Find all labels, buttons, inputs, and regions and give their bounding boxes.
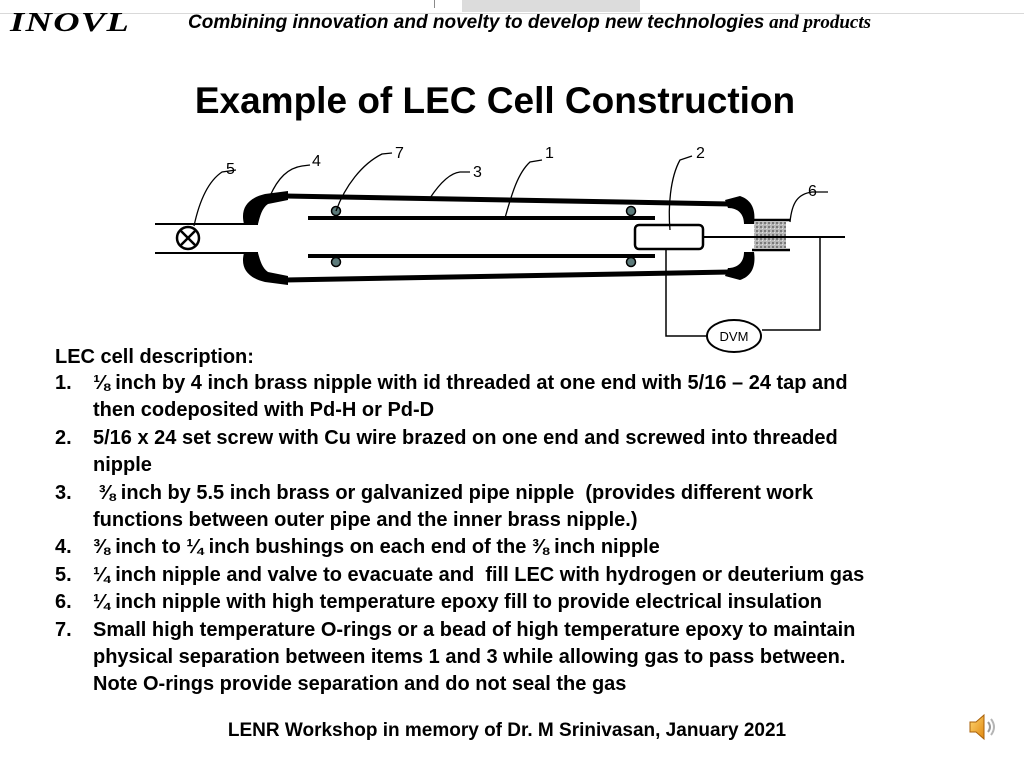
- valve-icon: [177, 227, 199, 249]
- item-line: then codeposited with Pd-H or Pd-D: [93, 399, 435, 422]
- description-item-1: [55, 370, 985, 425]
- callout-3: 3: [473, 164, 482, 181]
- item-line: Small high temperature O-rings or a bead of high temperature epoxy to maintain: [93, 618, 856, 641]
- tagline-main: Combining innovation and novelty to develop new technologies: [188, 12, 765, 33]
- description-item-5: [55, 562, 985, 589]
- item-number: 2.: [55, 426, 72, 449]
- item-line: ¼ inch nipple and valve to evacuate and fill LEC with hydrogen or deuterium gas: [93, 563, 865, 586]
- description-item-2: [55, 425, 985, 480]
- left-bushing-top: [243, 191, 288, 224]
- toolbar-tab[interactable]: [462, 0, 640, 12]
- set-screw: [635, 225, 703, 249]
- item-line: physical separation between items 1 and 3 while allowing gas to pass between.: [93, 646, 846, 669]
- outer-pipe-bottom: [285, 272, 730, 280]
- item-number: 4.: [55, 536, 72, 559]
- toolbar-divider: [434, 0, 435, 8]
- item-line: ⅛ inch by 4 inch brass nipple with id threaded at one end with 5/16 – 24 tap and: [93, 372, 848, 394]
- item-number: 5.: [55, 563, 72, 586]
- item-line: 5/16 x 24 set screw with Cu wire brazed on one end and screwed into threaded: [93, 426, 838, 449]
- description-item-3: [55, 480, 985, 535]
- right-bushing-top: [725, 196, 754, 224]
- left-bushing-bottom: [243, 253, 288, 285]
- company-tagline: [188, 12, 871, 34]
- company-logo: INOVL: [10, 7, 131, 37]
- description-item-4: [55, 534, 985, 561]
- item-line: Note O-rings provide separation and do not seal the gas: [93, 673, 627, 696]
- description-item-7: [55, 617, 985, 699]
- item-number: 1.: [55, 372, 72, 394]
- right-bushing-bottom: [725, 252, 754, 280]
- callout-7: 7: [395, 145, 404, 162]
- speaker-icon[interactable]: [964, 709, 1000, 745]
- item-number: 7.: [55, 618, 72, 641]
- item-line: nipple: [93, 454, 152, 477]
- callout-5: 5: [226, 161, 235, 178]
- outer-pipe-top: [285, 196, 730, 204]
- callout-4: 4: [312, 153, 321, 170]
- valve-pipe: [155, 224, 258, 253]
- item-number: 3.: [55, 481, 72, 504]
- item-number: 6.: [55, 591, 72, 614]
- callout-6: 6: [808, 183, 817, 200]
- item-line: ⅜ inch by 5.5 inch brass or galvanized pipe nipple (provides different work: [93, 481, 814, 504]
- slide-footer: LENR Workshop in memory of Dr. M Srinivasan, January 2021: [227, 720, 787, 741]
- meter-lead-left: [666, 249, 708, 336]
- lec-cell-diagram: [140, 138, 860, 358]
- item-line: ⅜ inch to ¼ inch bushings on each end of the ⅜ inch nipple: [93, 536, 660, 559]
- item-line: ¼ inch nipple with high temperature epoxy fill to provide electrical insulation: [93, 591, 823, 614]
- callout-2: 2: [696, 145, 705, 162]
- epoxy-fill: [754, 222, 786, 248]
- item-line: functions between outer pipe and the inner brass nipple.): [93, 509, 638, 532]
- slide-title: Example of LEC Cell Construction: [194, 80, 796, 121]
- description-list: [55, 370, 985, 699]
- callout-1: 1: [545, 145, 554, 162]
- dvm-label: DVM: [719, 329, 749, 344]
- description-heading: LEC cell description:: [55, 346, 254, 368]
- description-item-6: [55, 589, 985, 616]
- tagline-tail: and products: [764, 12, 872, 33]
